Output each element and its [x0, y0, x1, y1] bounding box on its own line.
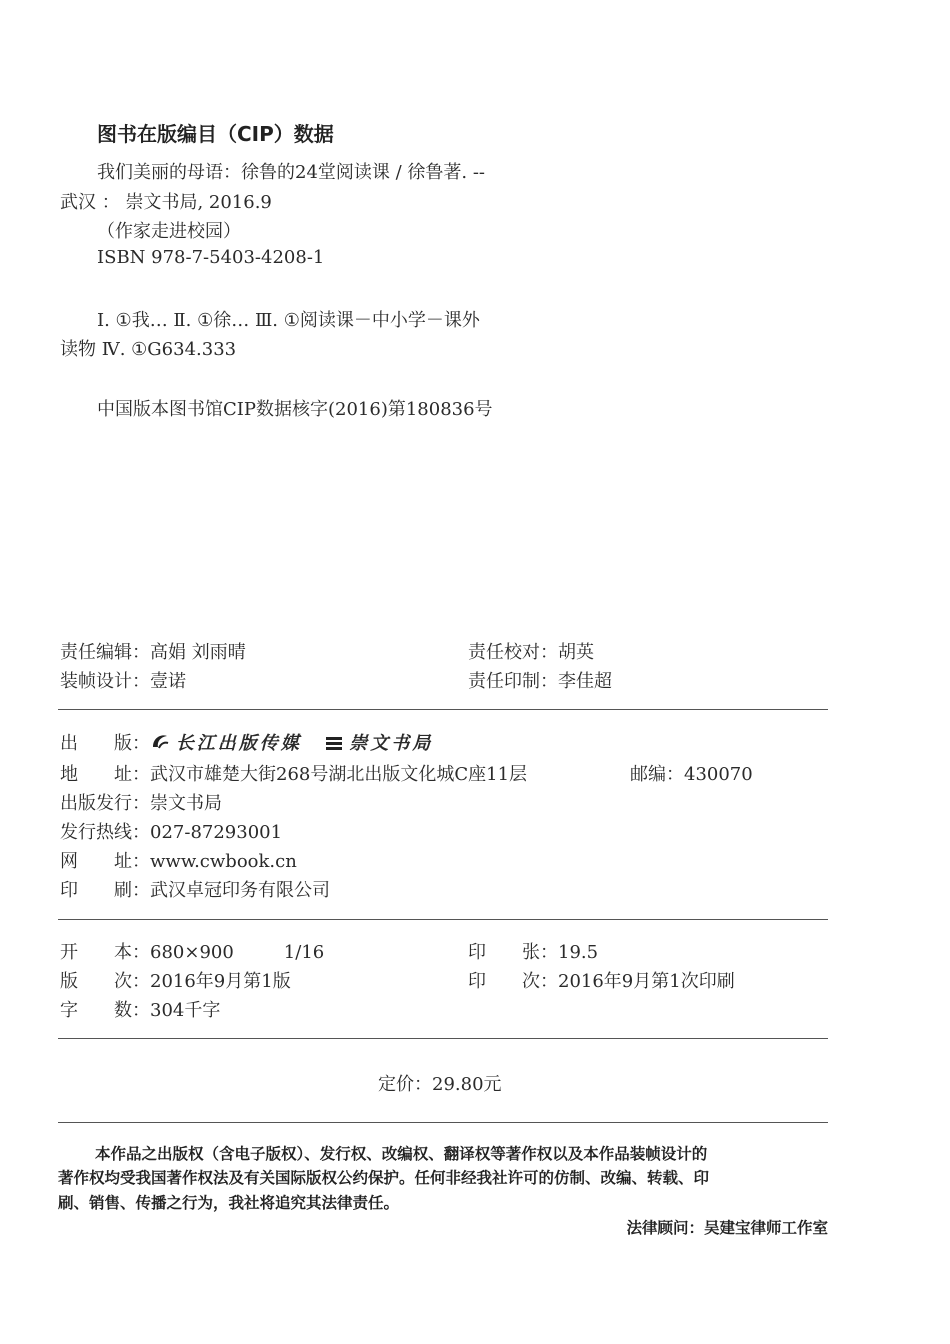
- design-row: [60, 667, 186, 693]
- address-value: 武汉市雄楚大街268号湖北出版文化城C座11层: [150, 764, 528, 785]
- hotline-row: [60, 818, 282, 844]
- chongwen-logo-icon: [325, 736, 343, 757]
- format-value: 680×900: [150, 942, 234, 963]
- impression-value: 2016年9月第1次印刷: [558, 971, 735, 992]
- website-value[interactable]: www.cwbook.cn: [150, 851, 297, 872]
- divider: [58, 919, 828, 920]
- publish-row: [60, 729, 433, 757]
- divider: [58, 709, 828, 710]
- cip-record-number: 中国版本图书馆CIP数据核字(2016)第180836号: [97, 399, 493, 420]
- format-fraction: 1/16: [283, 942, 325, 963]
- cip-series-line: （作家走进校园）: [97, 221, 241, 242]
- cip-publisher-line: 武汉 ： 崇文书局, 2016.9: [60, 192, 272, 213]
- sheets-row: [468, 938, 598, 964]
- distribution-row: [60, 789, 222, 815]
- divider: [58, 1038, 828, 1039]
- cip-classification-line: Ⅰ. ①我… Ⅱ. ①徐… Ⅲ. ①阅读课－中小学－课外: [97, 310, 480, 331]
- proofreader-label: 责任校对：: [468, 642, 558, 663]
- sheets-label: 印 张：: [468, 942, 558, 963]
- printer-label: 印 刷：: [60, 880, 150, 901]
- chongwen-logo-text: 崇文书局: [349, 733, 434, 754]
- changjiang-logo-text: 长江出版传媒: [175, 733, 302, 754]
- editor-value: 高娟 刘雨晴: [150, 642, 246, 663]
- edition-row: [60, 967, 291, 993]
- legal-counsel: 法律顾问：吴建宝律师工作室: [626, 1219, 828, 1237]
- website-row: [60, 847, 297, 873]
- sheets-value: 19.5: [558, 942, 599, 963]
- impression-row: [468, 967, 735, 993]
- price: 定价：29.80元: [378, 1074, 502, 1095]
- website-label: 网 址：: [60, 851, 150, 872]
- format-label: 开 本：: [60, 942, 150, 963]
- printing-value: 李佳超: [558, 671, 612, 692]
- editor-label: 责任编辑：: [60, 642, 150, 663]
- format-row: [60, 938, 324, 964]
- distribution-value: 崇文书局: [150, 793, 222, 814]
- publish-label: 出 版：: [60, 733, 150, 754]
- edition-label: 版 次：: [60, 971, 150, 992]
- postcode-row: [630, 760, 753, 786]
- design-value: 壹诺: [150, 671, 186, 692]
- design-label: 装帧设计：: [60, 671, 150, 692]
- cip-title-line: 我们美丽的母语：徐鲁的24堂阅读课 / 徐鲁著. --: [97, 162, 486, 183]
- hotline-value: 027-87293001: [150, 822, 283, 843]
- printing-row: [468, 667, 612, 693]
- proofreader-row: [468, 638, 594, 664]
- copyright-line-3: 刷、销售、传播之行为，我社将追究其法律责任。: [58, 1194, 400, 1212]
- proofreader-value: 胡英: [558, 642, 594, 663]
- printing-label: 责任印制：: [468, 671, 558, 692]
- cip-heading: 图书在版编目（CIP）数据: [97, 122, 334, 146]
- editor-row: [60, 638, 246, 664]
- words-value: 304千字: [150, 1000, 221, 1021]
- address-label: 地 址：: [60, 764, 150, 785]
- cip-classification-line-2: 读物 Ⅳ. ①G634.333: [60, 339, 237, 360]
- words-row: [60, 996, 220, 1022]
- postcode-label: 邮编：: [630, 764, 684, 785]
- cip-isbn-line: ISBN 978-7-5403-4208-1: [97, 247, 325, 268]
- changjiang-logo-icon: [150, 732, 170, 757]
- address-row: [60, 760, 527, 786]
- hotline-label: 发行热线：: [60, 822, 150, 843]
- copyright-line-1: 本作品之出版权（含电子版权）、发行权、改编权、翻译权等著作权以及本作品装帧设计的: [95, 1145, 708, 1163]
- impression-label: 印 次：: [468, 971, 558, 992]
- edition-value: 2016年9月第1版: [150, 971, 291, 992]
- printer-row: [60, 876, 330, 902]
- distribution-label: 出版发行：: [60, 793, 150, 814]
- copyright-line-2: 著作权均受我国著作权法及有关国际版权公约保护。任何非经我社许可的仿制、改编、转载、印: [58, 1169, 710, 1187]
- divider: [58, 1122, 828, 1123]
- words-label: 字 数：: [60, 1000, 150, 1021]
- printer-value: 武汉卓冠印务有限公司: [150, 880, 330, 901]
- postcode-value: 430070: [684, 764, 753, 785]
